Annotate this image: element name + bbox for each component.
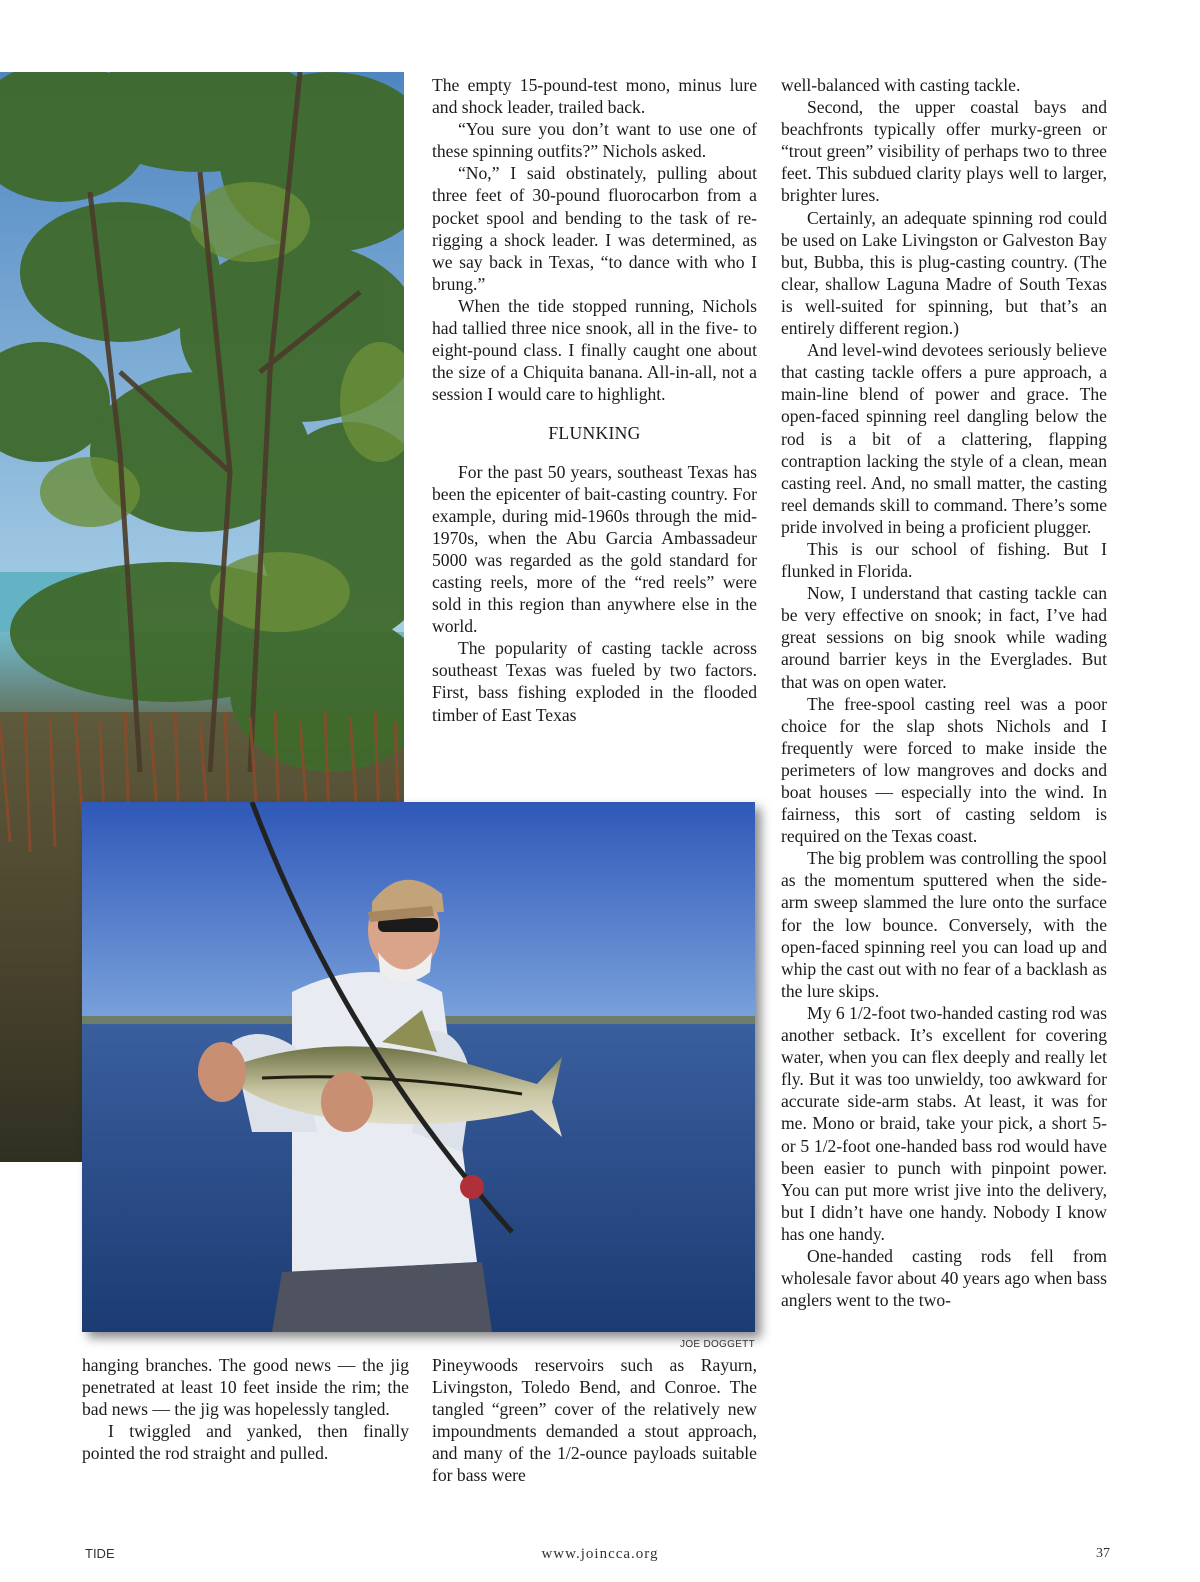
paragraph: This is our school of fishing. But I flunked in Florida. <box>781 538 1107 582</box>
paragraph: Pineywoods reservoirs such as Rayurn, Livingston, Toledo Bend, and Conroe. The tangled “green” cover of the relatively new impoundments demanded a stout approach, and many of the 1/2-ounce payloads suitable for bass were <box>432 1355 757 1486</box>
paragraph: hanging branches. The good news — the jig penetrated at least 10 feet inside the rim; the bad news — the jig was hopelessly tangled. <box>82 1355 409 1420</box>
paragraph: When the tide stopped running, Nichols had tallied three nice snook, all in the five- to eight-pound class. I finally caught one about the size of a Chiquita banana. All-in-all, not a session I would care to highlight. <box>432 295 757 405</box>
paragraph: Second, the upper coastal bays and beachfronts typically offer murky-green or “trout green” visibility of perhaps two to three feet. This subdued clarity plays well to larger, brighter lures. <box>781 97 1107 206</box>
paragraph: The big problem was controlling the spool as the momentum sputtered when the side-arm sweep slammed the lure onto the surface for the low bounce. Conversely, with the open-faced spinning reel you can load up and whip the cast out with no fear of a backlash as the lure skips. <box>781 848 1107 1001</box>
paragraph: And level-wind devotees seriously believe that casting tackle offers a pure approach, a main-line blend of power and grace. The open-faced spinning reel dangling below the rod is a bit of a clattering, flapping contraption lacking the style of a clean, mean casting reel. And, no small matter, the casting reel demands skill to command. There’s some pride involved in being a proficient plugger. <box>781 340 1107 537</box>
angler-illustration <box>82 802 755 1332</box>
magazine-name: TIDE <box>85 1546 115 1561</box>
paragraph: I twiggled and yanked, then finally pointed the rod straight and pulled. <box>82 1421 409 1464</box>
paragraph: The empty 15-pound-test mono, minus lure and shock leader, trailed back. <box>432 75 757 118</box>
website-url: www.joincca.org <box>541 1546 659 1562</box>
article-column-2 <box>781 74 1107 1311</box>
paragraph: “No,” I said obstinately, pulling about three feet of 30-pound fluorocarbon from a pocket spool and bending to the task of re-rigging a shock leader. I was determined, as we say back in Texas, “to dance with who I brung.” <box>432 163 757 294</box>
paragraph: well-balanced with casting tackle. <box>781 75 1021 95</box>
angler-snook-photo <box>82 802 755 1332</box>
paragraph: Certainly, an adequate spinning rod could be used on Lake Livingston or Galveston Bay but, Bubba, this is plug-casting country. (The clear, shallow Laguna Madre of South Texas is well-suited for spinning, but that’s an entirely different region.) <box>781 207 1107 339</box>
paragraph: The free-spool casting reel was a poor choice for the slap shots Nichols and I frequently were forced to make inside the perimeters of low mangroves and docks and boat houses — especially into the wind. In fairness, this sort of casting seldom is required on the Texas coast. <box>781 693 1107 847</box>
page-number: 37 <box>1096 1546 1110 1561</box>
paragraph: The popularity of casting tackle across southeast Texas was fueled by two factors. First, bass fishing exploded in the flooded timber of East Texas <box>432 638 757 725</box>
paragraph: One-handed casting rods fell from wholesale favor about 40 years ago when bass anglers went to the two- <box>781 1245 1107 1311</box>
photo-credit: JOE DOGGETT <box>680 1339 755 1350</box>
paragraph: My 6 1/2-foot two-handed casting rod was another setback. It’s excellent for covering water, when you can flex deeply and really let fly. But it was too unwieldy, too awkward for accurate side-arm stabs. At least, it was for me. Mono or braid, take your pick, a short 5- or 5 1/2-foot one-handed bass rod would have been easier to punch with pinpoint power. You can put more wrist jive into the delivery, but I didn’t have one handy. Nobody I know has one handy. <box>781 1002 1108 1244</box>
section-heading: FLUNKING <box>548 423 641 444</box>
article-column-lower-left <box>82 1354 409 1464</box>
paragraph: “You sure you don’t want to use one of these spinning outfits?” Nichols asked. <box>432 119 757 162</box>
article-column-1 <box>432 74 757 726</box>
paragraph: Now, I understand that casting tackle can be very effective on snook; in fact, I’ve had great sessions on big snook while wading around barrier keys in the Everglades. But that was on open water. <box>781 583 1107 692</box>
article-column-lower-middle <box>432 1354 757 1487</box>
paragraph: For the past 50 years, southeast Texas has been the epicenter of bait-casting country. For example, during mid-1960s through the mid-1970s, when the Abu Garcia Ambassadeur 5000 was regarded as the gold standard for casting reels, more of the “red reels” were sold in this region than anywhere else in the world. <box>432 461 757 637</box>
